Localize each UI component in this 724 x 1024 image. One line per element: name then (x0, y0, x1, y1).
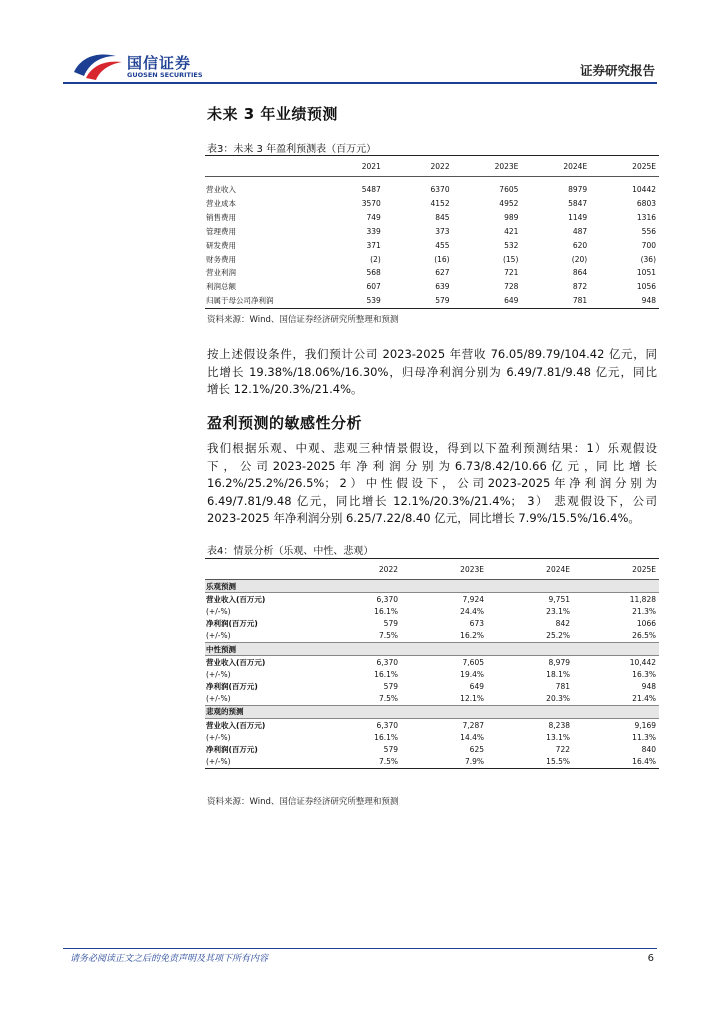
cell-value: 749 (366, 213, 381, 223)
column-header: 2022 (315, 559, 401, 580)
cell-value: 700 (641, 240, 656, 250)
column-header: 2025E (573, 559, 659, 580)
cell-value: 579 (384, 294, 453, 308)
scenario-table (205, 558, 659, 769)
cell-value: 7,287 (462, 720, 484, 730)
forecast-table (205, 155, 659, 309)
cell-value: 11,828 (629, 594, 656, 604)
table-row (205, 266, 659, 280)
row-label: 财务费用 (206, 254, 236, 264)
cell-value: 1066 (636, 619, 656, 629)
column-header: 2025E (590, 156, 659, 177)
column-header: 2024E (521, 156, 590, 177)
column-header (205, 559, 315, 580)
cell-value: 6370 (430, 185, 450, 195)
cell-value: 781 (555, 682, 570, 692)
cell-value: 19.4% (460, 669, 484, 679)
row-label: (+/-%) (206, 669, 231, 679)
cell-value: 6803 (636, 199, 656, 209)
cell-value: 8,238 (548, 720, 570, 730)
cell-value: 25.2% (546, 631, 570, 641)
cell-value: 8,979 (548, 657, 570, 667)
cell-value: 568 (366, 268, 381, 278)
cell-value: 649 (469, 682, 484, 692)
table-row (205, 225, 659, 239)
cell-value: 1316 (636, 213, 656, 223)
report-type-label: 证券研究报告 (579, 63, 655, 78)
row-label: (+/-%) (206, 606, 231, 616)
scenario-section-row (205, 580, 659, 593)
column-header: 2024E (487, 559, 573, 580)
paragraph-line: 2023-2025 年净利润分别 6.25/7.22/8.40 亿元，同比增长 7.9%/15.5%/16.4%。 (207, 511, 640, 525)
column-header: 2022 (384, 156, 453, 177)
footer-divider (63, 948, 657, 949)
row-label: 净利润(百万元) (206, 619, 258, 629)
cell-value: 7605 (499, 185, 519, 195)
column-header: 2023E (401, 559, 487, 580)
cell-value: 607 (366, 282, 381, 292)
table-row (205, 183, 659, 197)
logo-english-name: GUOSEN SECURITIES (127, 71, 203, 79)
cell-value: 8979 (568, 185, 588, 195)
row-label: 归属于母公司净利润 (205, 294, 315, 308)
table-row (205, 197, 659, 211)
cell-value: 4152 (430, 199, 450, 209)
cell-value: 6,370 (376, 720, 398, 730)
cell-value: 6,370 (376, 594, 398, 604)
paragraph-line: 比增长 19.38%/18.06%/16.30%，归母净利润分别为 6.49/7.81/9.48 亿元，同比 (207, 364, 657, 379)
cell-value: 16.1% (374, 732, 398, 742)
cell-value: 16.2% (460, 631, 484, 641)
cell-value: 579 (383, 619, 398, 629)
scenario-section-row (205, 705, 659, 718)
cell-value: 371 (366, 240, 381, 250)
cell-value: 455 (435, 240, 450, 250)
table-row (205, 668, 659, 680)
cell-value: 7.5% (315, 756, 401, 769)
guosen-logo-icon (72, 50, 124, 82)
cell-value: 4952 (499, 199, 519, 209)
scenario-section-row (205, 642, 659, 655)
column-header: 2023E (453, 156, 522, 177)
forecast-paragraph (207, 346, 657, 399)
cell-value: 10442 (632, 185, 656, 195)
table-row (205, 618, 659, 630)
table3-source: 资料来源：Wind、国信证券经济研究所整理和预测 (207, 315, 399, 325)
table-row (205, 756, 659, 769)
column-header (205, 156, 315, 177)
cell-value: 722 (555, 745, 570, 755)
cell-value: 16.4% (573, 756, 659, 769)
cell-value: 872 (572, 282, 588, 292)
cell-value: 7,605 (462, 657, 484, 667)
cell-value: 1149 (568, 213, 588, 223)
cell-value: 16.3% (632, 669, 656, 679)
page-header (0, 0, 724, 90)
cell-value: 579 (383, 682, 398, 692)
table-row (205, 731, 659, 743)
row-label: 营业利润 (206, 268, 236, 278)
cell-value: 21.3% (632, 606, 656, 616)
row-label: 净利润(百万元) (206, 745, 258, 755)
cell-value: 14.4% (460, 732, 484, 742)
table-row (205, 294, 659, 308)
row-label: 营业收入(百万元) (206, 657, 266, 667)
cell-value: 23.1% (546, 606, 570, 616)
table-row (205, 693, 659, 706)
cell-value: 639 (435, 282, 450, 292)
table-row (205, 593, 659, 606)
row-label: (+/-%) (206, 694, 231, 704)
cell-value: 649 (453, 294, 522, 308)
cell-value: 1056 (636, 282, 656, 292)
cell-value: 12.1% (460, 694, 484, 704)
cell-value: 721 (504, 268, 519, 278)
cell-value: 5487 (361, 185, 381, 195)
cell-value: 21.4% (632, 694, 656, 704)
cell-value: 579 (383, 745, 398, 755)
cell-value: 781 (521, 294, 590, 308)
table4-caption: 表4：情景分析（乐观、中性、悲观） (207, 546, 374, 557)
table-header-row (205, 559, 659, 580)
row-label: 净利润(百万元) (206, 682, 258, 692)
row-label: 研发费用 (206, 240, 236, 250)
cell-value: 13.1% (546, 732, 570, 742)
table-row (205, 719, 659, 732)
cell-value: 842 (555, 619, 570, 629)
footer-disclaimer: 请务必阅读正文之后的免责声明及其项下所有内容 (70, 954, 269, 964)
table-row (205, 280, 659, 294)
row-label: 管理费用 (206, 226, 236, 236)
header-divider (63, 82, 657, 84)
row-label: 营业收入 (206, 185, 236, 195)
cell-value: 7.9% (401, 756, 487, 769)
paragraph-line: 增长 12.1%/20.3%/21.4%。 (207, 382, 363, 396)
scenario-name: 乐观预测 (205, 580, 659, 593)
cell-value: 620 (572, 240, 588, 250)
cell-value: 840 (641, 745, 656, 755)
row-label: 营业收入(百万元) (206, 720, 266, 730)
cell-value: 9,169 (634, 720, 656, 730)
cell-value: 16.1% (374, 669, 398, 679)
cell-value: 7.5% (378, 694, 398, 704)
paragraph-line: 16.2%/25.2%/26.5%； 2 ） 中 性 假 设 下 ， 公 司 2023-2025 年 净 利 润 分 别 为 (207, 476, 657, 490)
scenario-name: 中性预测 (205, 642, 659, 655)
cell-value: 7.5% (378, 631, 398, 641)
cell-value: 18.1% (546, 669, 570, 679)
paragraph-line: 下 ， 公 司 2023-2025 年 净 利 润 分 别 为 6.73/8.42/10.66 亿 元 ，同 比 增 长 (207, 458, 657, 473)
row-label: 利润总额 (206, 282, 236, 292)
row-label: 营业成本 (206, 199, 236, 209)
cell-value: 9,751 (548, 594, 570, 604)
column-header: 2021 (315, 156, 384, 177)
cell-value: 5847 (568, 199, 588, 209)
cell-value: 532 (504, 240, 519, 250)
section-title-forecast: 未来 3 年业绩预测 (207, 105, 338, 123)
row-label: (+/-%) (206, 732, 231, 742)
cell-value: 16.1% (374, 606, 398, 616)
table-row (205, 656, 659, 669)
cell-value: 10,442 (629, 657, 656, 667)
cell-value: 948 (590, 294, 659, 308)
cell-value: 539 (315, 294, 384, 308)
cell-value: 845 (435, 213, 450, 223)
page-number: 6 (647, 953, 654, 964)
paragraph-line: 我们根据乐观、中观、悲观三种情景假设，得到以下盈利预测结果：1）乐观假设 (207, 441, 657, 455)
cell-value: (20) (571, 254, 588, 264)
row-label: 销售费用 (206, 213, 236, 223)
cell-value: 6,370 (376, 657, 398, 667)
cell-value: 15.5% (487, 756, 573, 769)
cell-value: 3570 (361, 199, 381, 209)
paragraph-line: 6.49/7.81/9.48 亿元，同比增长 12.1%/20.3%/21.4%； 3） 悲观假设下，公司 (207, 493, 657, 508)
cell-value: 556 (641, 226, 656, 236)
row-label: (+/-%) (205, 756, 315, 769)
table3-caption: 表3：未来 3 年盈利预测表（百万元） (207, 144, 377, 155)
cell-value: 7,924 (462, 594, 484, 604)
table-row (205, 211, 659, 225)
table-row (205, 252, 659, 266)
cell-value: 989 (504, 213, 519, 223)
table-row (205, 238, 659, 252)
cell-value: 728 (504, 282, 519, 292)
row-label: (+/-%) (206, 631, 231, 641)
cell-value: (36) (640, 254, 656, 264)
cell-value: (15) (502, 254, 519, 264)
cell-value: (2) (370, 254, 381, 264)
paragraph-line: 按上述假设条件，我们预计公司 2023-2025 年营收 76.05/89.79/104.42 亿元，同 (207, 347, 657, 361)
cell-value: 487 (572, 226, 588, 236)
cell-value: 625 (469, 745, 484, 755)
cell-value: (16) (434, 254, 450, 264)
table-row (205, 743, 659, 755)
scenario-name: 悲观的预测 (205, 705, 659, 718)
cell-value: 948 (641, 682, 656, 692)
section-title-sensitivity: 盈利预测的敏感性分析 (207, 414, 363, 432)
cell-value: 421 (504, 226, 519, 236)
cell-value: 373 (435, 226, 450, 236)
cell-value: 864 (572, 268, 588, 278)
logo-chinese-name: 国信证券 (127, 54, 192, 72)
table-row (205, 605, 659, 617)
table4-source: 资料来源：Wind、国信证券经济研究所整理和预测 (207, 797, 399, 807)
cell-value: 673 (469, 619, 484, 629)
row-label: 营业收入(百万元) (206, 594, 266, 604)
cell-value: 20.3% (546, 694, 570, 704)
table-row (205, 630, 659, 643)
cell-value: 339 (366, 226, 381, 236)
cell-value: 26.5% (632, 631, 656, 641)
cell-value: 627 (435, 268, 450, 278)
cell-value: 24.4% (460, 606, 484, 616)
table-row (205, 681, 659, 693)
table-header-row (205, 156, 659, 177)
cell-value: 11.3% (632, 732, 656, 742)
cell-value: 1051 (636, 268, 656, 278)
sensitivity-paragraph (207, 440, 657, 528)
